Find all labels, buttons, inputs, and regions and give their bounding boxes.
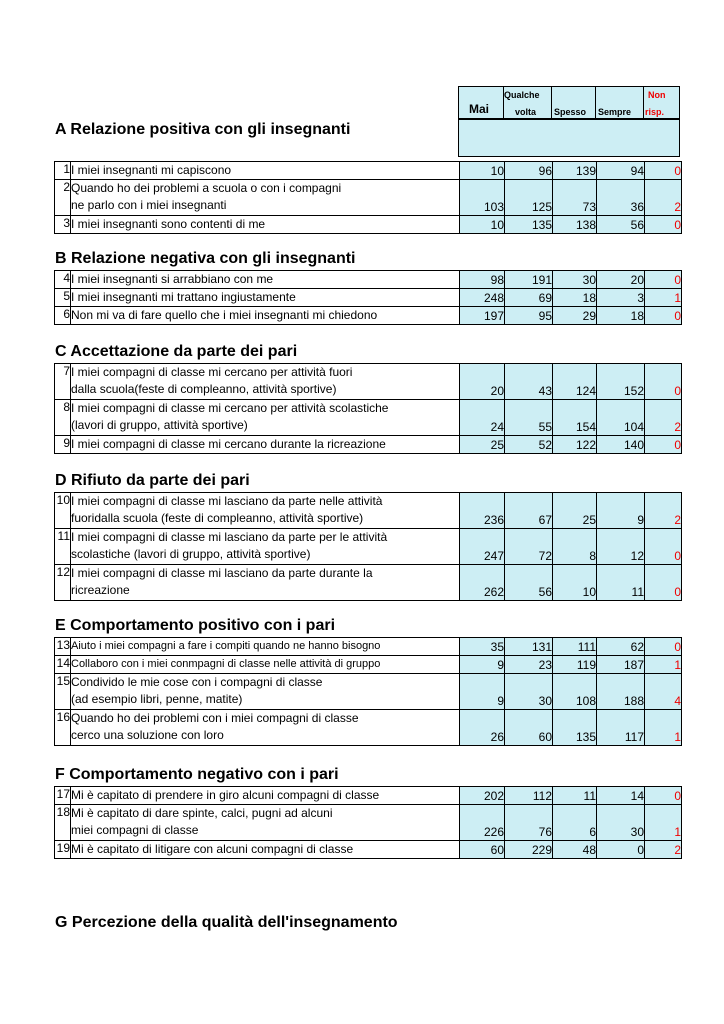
value-non-risp: 1: [645, 710, 682, 746]
value-qualche-volta: 112: [505, 787, 553, 805]
item-number: 9: [55, 436, 71, 454]
value-non-risp: 1: [645, 656, 682, 674]
item-question: [71, 529, 460, 565]
value-qualche-volta: 131: [505, 638, 553, 656]
value-mai: 26: [460, 710, 505, 746]
value-spesso: 135: [553, 710, 597, 746]
value-spesso: 8: [553, 529, 597, 565]
value-spesso: 25: [553, 493, 597, 529]
value-spesso: 119: [553, 656, 597, 674]
value-qualche-volta: 95: [505, 307, 553, 325]
item-question: [71, 289, 460, 307]
header-blank-box: [458, 119, 680, 157]
question-line: I miei insegnanti mi trattano ingiustamente: [71, 290, 296, 304]
value-non-risp: 0: [645, 436, 682, 454]
table-row: [55, 307, 682, 325]
value-sempre: 117: [597, 710, 645, 746]
section-table: [54, 637, 682, 746]
header-sempre: Sempre: [598, 107, 632, 117]
value-sempre: 62: [597, 638, 645, 656]
value-spesso: 48: [553, 841, 597, 859]
value-mai: 103: [460, 180, 505, 216]
table-row: [55, 216, 682, 234]
value-spesso: 139: [553, 162, 597, 180]
question-line: I miei compagni di classe mi lasciano da parte per le attività: [71, 530, 388, 544]
item-number: 3: [55, 216, 71, 234]
question-line: Non mi va di fare quello che i miei insegnanti mi chiedono: [71, 308, 378, 322]
value-mai: 202: [460, 787, 505, 805]
item-number: 18: [55, 805, 71, 841]
item-number: 4: [55, 271, 71, 289]
value-non-risp: 0: [645, 529, 682, 565]
value-sempre: 20: [597, 271, 645, 289]
value-qualche-volta: 229: [505, 841, 553, 859]
item-number: 11: [55, 529, 71, 565]
item-number: 10: [55, 493, 71, 529]
column-header: [458, 86, 680, 157]
item-number: 14: [55, 656, 71, 674]
question-line: I miei compagni di classe mi cercano per attività scolastiche: [71, 401, 389, 415]
item-number: 12: [55, 565, 71, 601]
section-table: [54, 492, 682, 601]
value-spesso: 124: [553, 364, 597, 400]
item-number: 7: [55, 364, 71, 400]
value-non-risp: 1: [645, 805, 682, 841]
table-row: [55, 787, 682, 805]
table-row: [55, 638, 682, 656]
table-row: [55, 271, 682, 289]
section-table: [54, 363, 682, 454]
section-title: G Percezione della qualità dell'insegnamento: [55, 914, 398, 931]
value-mai: 236: [460, 493, 505, 529]
value-non-risp: 2: [645, 841, 682, 859]
item-number: 17: [55, 787, 71, 805]
section-title: B Relazione negativa con gli insegnanti: [55, 250, 356, 267]
value-qualche-volta: 43: [505, 364, 553, 400]
value-sempre: 9: [597, 493, 645, 529]
item-question: [71, 307, 460, 325]
item-number: 8: [55, 400, 71, 436]
value-sempre: 187: [597, 656, 645, 674]
question-line: Collaboro con i miei conmpagni di classe nelle attività di gruppo: [71, 658, 381, 670]
value-spesso: 10: [553, 565, 597, 601]
table-row: [55, 529, 682, 565]
table-row: [55, 710, 682, 746]
section-title: E Comportamento positivo con i pari: [55, 617, 336, 634]
item-question: [71, 271, 460, 289]
question-line: I miei compagni di classe mi cercano durante la ricreazione: [71, 437, 386, 451]
value-qualche-volta: 67: [505, 493, 553, 529]
value-sempre: 36: [597, 180, 645, 216]
section-title: A Relazione positiva con gli insegnanti: [55, 121, 351, 138]
value-sempre: 18: [597, 307, 645, 325]
section-title: C Accettazione da parte dei pari: [55, 343, 298, 360]
value-non-risp: 0: [645, 787, 682, 805]
section-table: [54, 786, 682, 859]
question-line: dalla scuola(feste di compleanno, attività sportive): [71, 382, 337, 396]
value-sempre: 3: [597, 289, 645, 307]
value-mai: 10: [460, 216, 505, 234]
value-spesso: 122: [553, 436, 597, 454]
value-mai: 262: [460, 565, 505, 601]
item-question: [71, 400, 460, 436]
table-row: [55, 493, 682, 529]
item-question: [71, 565, 460, 601]
item-number: 6: [55, 307, 71, 325]
value-spesso: 29: [553, 307, 597, 325]
table-row: [55, 656, 682, 674]
question-line: ne parlo con i miei insegnanti: [71, 198, 227, 212]
value-spesso: 154: [553, 400, 597, 436]
header-risp: risp.: [645, 107, 665, 117]
question-line: Mi è capitato di dare spinte, calci, pugni ad alcuni: [71, 806, 333, 820]
question-line: fuoridalla scuola (feste di compleanno, attività sportive): [71, 511, 364, 525]
value-sempre: 56: [597, 216, 645, 234]
question-line: I miei compagni di classe mi lasciano da parte nelle attività: [71, 494, 383, 508]
value-spesso: 111: [553, 638, 597, 656]
table-row: [55, 841, 682, 859]
value-sempre: 152: [597, 364, 645, 400]
section-table: [54, 161, 682, 234]
item-number: 5: [55, 289, 71, 307]
value-mai: 98: [460, 271, 505, 289]
value-spesso: 108: [553, 674, 597, 710]
item-question: [71, 436, 460, 454]
question-line: (lavori di gruppo, attività sportive): [71, 418, 248, 432]
value-sempre: 14: [597, 787, 645, 805]
item-question: [71, 710, 460, 746]
table-row: [55, 162, 682, 180]
value-mai: 226: [460, 805, 505, 841]
item-question: [71, 180, 460, 216]
value-qualche-volta: 96: [505, 162, 553, 180]
item-number: 2: [55, 180, 71, 216]
question-line: Aiuto i miei compagni a fare i compiti quando ne hanno bisogno: [71, 640, 381, 652]
value-qualche-volta: 76: [505, 805, 553, 841]
value-non-risp: 1: [645, 289, 682, 307]
value-mai: 10: [460, 162, 505, 180]
value-spesso: 11: [553, 787, 597, 805]
value-mai: 247: [460, 529, 505, 565]
header-spesso: Spesso: [554, 107, 587, 117]
table-row: [55, 674, 682, 710]
value-qualche-volta: 23: [505, 656, 553, 674]
item-question: [71, 805, 460, 841]
question-line: (ad esempio libri, penne, matite): [71, 692, 243, 706]
value-sempre: 140: [597, 436, 645, 454]
value-mai: 9: [460, 674, 505, 710]
value-qualche-volta: 60: [505, 710, 553, 746]
value-non-risp: 0: [645, 216, 682, 234]
table-row: [55, 180, 682, 216]
value-mai: 35: [460, 638, 505, 656]
table-row: [55, 364, 682, 400]
value-non-risp: 4: [645, 674, 682, 710]
question-line: Mi è capitato di litigare con alcuni compagni di classe: [71, 842, 354, 856]
value-qualche-volta: 69: [505, 289, 553, 307]
item-number: 19: [55, 841, 71, 859]
question-line: Quando ho dei problemi con i miei compagni di classe: [71, 711, 359, 725]
item-number: 13: [55, 638, 71, 656]
value-qualche-volta: 55: [505, 400, 553, 436]
value-qualche-volta: 191: [505, 271, 553, 289]
value-spesso: 6: [553, 805, 597, 841]
question-line: Quando ho dei problemi a scuola o con i compagni: [71, 181, 342, 195]
table-row: [55, 289, 682, 307]
item-question: [71, 493, 460, 529]
table-row: [55, 400, 682, 436]
value-mai: 24: [460, 400, 505, 436]
question-line: I miei insegnanti sono contenti di me: [71, 217, 266, 231]
header-non: Non: [648, 90, 666, 100]
value-sempre: 0: [597, 841, 645, 859]
value-qualche-volta: 135: [505, 216, 553, 234]
value-qualche-volta: 52: [505, 436, 553, 454]
item-number: 16: [55, 710, 71, 746]
value-sempre: 11: [597, 565, 645, 601]
value-sempre: 12: [597, 529, 645, 565]
header-volta: volta: [515, 107, 537, 117]
question-line: I miei insegnanti si arrabbiano con me: [71, 272, 274, 286]
table-row: [55, 436, 682, 454]
question-line: cerco una soluzione con loro: [71, 728, 224, 742]
value-spesso: 18: [553, 289, 597, 307]
question-line: I miei compagni di classe mi lasciano da parte durante la: [71, 566, 373, 580]
value-non-risp: 0: [645, 638, 682, 656]
value-mai: 25: [460, 436, 505, 454]
value-non-risp: 0: [645, 162, 682, 180]
item-number: 15: [55, 674, 71, 710]
header-qualche: Qualche: [504, 90, 540, 100]
item-question: [71, 787, 460, 805]
value-qualche-volta: 125: [505, 180, 553, 216]
question-line: scolastiche (lavori di gruppo, attività sportive): [71, 547, 311, 561]
item-question: [71, 638, 460, 656]
question-line: Mi è capitato di prendere in giro alcuni compagni di classe: [71, 788, 380, 802]
question-line: I miei insegnanti mi capiscono: [71, 163, 232, 177]
item-question: [71, 216, 460, 234]
item-question: [71, 841, 460, 859]
value-sempre: 104: [597, 400, 645, 436]
item-number: 1: [55, 162, 71, 180]
value-sempre: 94: [597, 162, 645, 180]
section-title: D Rifiuto da parte dei pari: [55, 472, 250, 489]
value-mai: 248: [460, 289, 505, 307]
table-row: [55, 565, 682, 601]
value-non-risp: 2: [645, 400, 682, 436]
question-line: miei compagni di classe: [71, 823, 199, 837]
value-sempre: 188: [597, 674, 645, 710]
value-mai: 9: [460, 656, 505, 674]
section-table: [54, 270, 682, 325]
header-mai: Mai: [469, 102, 490, 116]
value-qualche-volta: 30: [505, 674, 553, 710]
question-line: Condivido le mie cose con i compagni di classe: [71, 675, 323, 689]
question-line: I miei compagni di classe mi cercano per attività fuori: [71, 365, 353, 379]
value-sempre: 30: [597, 805, 645, 841]
value-non-risp: 2: [645, 493, 682, 529]
value-non-risp: 0: [645, 565, 682, 601]
value-non-risp: 0: [645, 364, 682, 400]
value-spesso: 138: [553, 216, 597, 234]
item-question: [71, 162, 460, 180]
value-non-risp: 2: [645, 180, 682, 216]
section-title: F Comportamento negativo con i pari: [55, 766, 339, 783]
value-qualche-volta: 56: [505, 565, 553, 601]
item-question: [71, 674, 460, 710]
table-row: [55, 805, 682, 841]
item-question: [71, 656, 460, 674]
value-mai: 197: [460, 307, 505, 325]
value-spesso: 30: [553, 271, 597, 289]
item-question: [71, 364, 460, 400]
value-non-risp: 0: [645, 271, 682, 289]
value-non-risp: 0: [645, 307, 682, 325]
value-spesso: 73: [553, 180, 597, 216]
question-line: ricreazione: [71, 583, 130, 597]
value-qualche-volta: 72: [505, 529, 553, 565]
value-mai: 20: [460, 364, 505, 400]
value-mai: 60: [460, 841, 505, 859]
